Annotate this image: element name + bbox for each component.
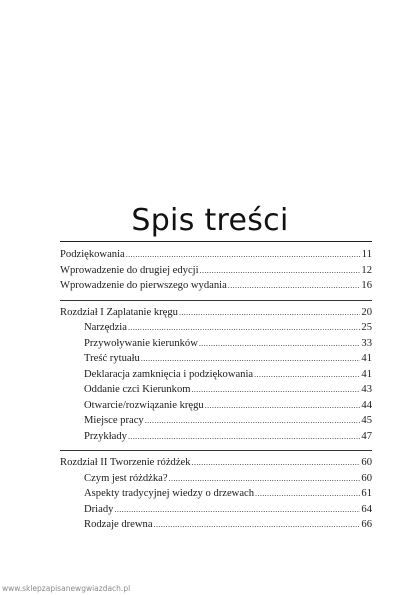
toc-entry[interactable]: [60, 263, 372, 279]
dot-leader: [154, 517, 361, 533]
section-divider: [60, 450, 372, 451]
toc-entry-title: Czym jest różdżka?: [84, 472, 168, 484]
toc-entry[interactable]: [60, 247, 372, 263]
toc-entry-title: Przykłady: [84, 430, 127, 442]
toc-section-entry[interactable]: [60, 517, 372, 533]
toc-section-entry[interactable]: [60, 413, 372, 429]
dot-leader: [255, 486, 360, 502]
dot-leader: [192, 455, 361, 471]
toc-section-entry[interactable]: [60, 429, 372, 445]
toc-page-number: 66: [361, 519, 372, 530]
dot-leader: [200, 263, 361, 279]
toc-page-number: 25: [361, 322, 372, 333]
toc-entry-title: Oddanie czci Kierunkom: [84, 384, 191, 395]
toc-entry-title: Treść rytuału: [84, 353, 140, 364]
toc-section-entry[interactable]: [60, 336, 372, 352]
toc-page-number: 44: [361, 399, 372, 411]
toc-entry[interactable]: [60, 455, 372, 471]
toc-entry-title: Narzędzia: [84, 322, 127, 333]
dot-leader: [126, 247, 361, 263]
toc-page-number: 12: [361, 264, 372, 276]
toc-page-number: 60: [361, 457, 372, 468]
toc-entry-title: Wprowadzenie do pierwszego wydania: [60, 280, 227, 291]
section-divider: [60, 300, 372, 301]
dot-leader: [114, 502, 360, 518]
dot-leader: [179, 305, 360, 321]
toc-entry-title: Wprowadzenie do drugiej edycji: [60, 264, 199, 276]
toc-page-number: 16: [361, 280, 372, 291]
toc-section-entry[interactable]: [60, 398, 372, 414]
dot-leader: [205, 398, 361, 414]
page-title: Spis treści: [131, 203, 289, 239]
toc-entry[interactable]: [60, 305, 372, 321]
toc-entry-title: Rozdział II Tworzenie różdżek: [60, 457, 191, 468]
dot-leader: [228, 278, 361, 294]
watermark: www.sklepzapisanewgwiazdach.pl: [2, 584, 131, 593]
toc-page-number: 47: [361, 430, 372, 442]
toc-section-entry[interactable]: [60, 351, 372, 367]
dot-leader: [199, 336, 361, 352]
toc-section-entry[interactable]: [60, 486, 372, 502]
toc-section-entry[interactable]: [60, 320, 372, 336]
toc-page-number: 20: [361, 306, 372, 318]
toc-entry-title: Podziękowania: [60, 249, 125, 260]
dot-leader: [128, 429, 360, 445]
toc-entry[interactable]: [60, 278, 372, 294]
toc-page-number: 33: [361, 337, 372, 349]
toc-page-number: 61: [361, 488, 372, 499]
dot-leader: [141, 351, 361, 367]
toc-entry-title: Deklaracja zamknięcia i podziękowania: [84, 368, 254, 380]
toc-section-entry[interactable]: [60, 367, 372, 383]
dot-leader: [145, 413, 361, 429]
dot-leader: [128, 320, 360, 336]
toc-page-number: 11: [361, 249, 372, 260]
toc-entry-title: Rozdział I Zaplatanie kręgu: [60, 306, 178, 318]
toc-section-entry[interactable]: [60, 502, 372, 518]
toc-entry-title: Otwarcie/rozwiązanie kręgu: [84, 399, 204, 411]
toc-entry-title: Miejsce pracy: [84, 415, 144, 426]
dot-leader: [169, 471, 361, 487]
title-rule: [60, 241, 372, 242]
toc-page-number: 41: [361, 353, 372, 364]
toc-page-number: 43: [361, 384, 372, 395]
dot-leader: [192, 382, 361, 398]
toc-entry-title: Przywoływanie kierunków: [84, 337, 198, 349]
toc-page-number: 60: [361, 472, 372, 484]
dot-leader: [254, 367, 360, 383]
toc-entry-title: Aspekty tradycyjnej wiedzy o drzewach: [84, 488, 255, 499]
toc-entry-title: Rodzaje drewna: [84, 519, 153, 530]
toc-page-number: 41: [361, 368, 372, 380]
toc-page-number: 45: [361, 415, 372, 426]
toc-entry-title: Driady: [84, 503, 114, 515]
toc-page-number: 64: [361, 503, 372, 515]
table-of-contents: [60, 247, 372, 533]
toc-section-entry[interactable]: [60, 382, 372, 398]
toc-section-entry[interactable]: [60, 471, 372, 487]
